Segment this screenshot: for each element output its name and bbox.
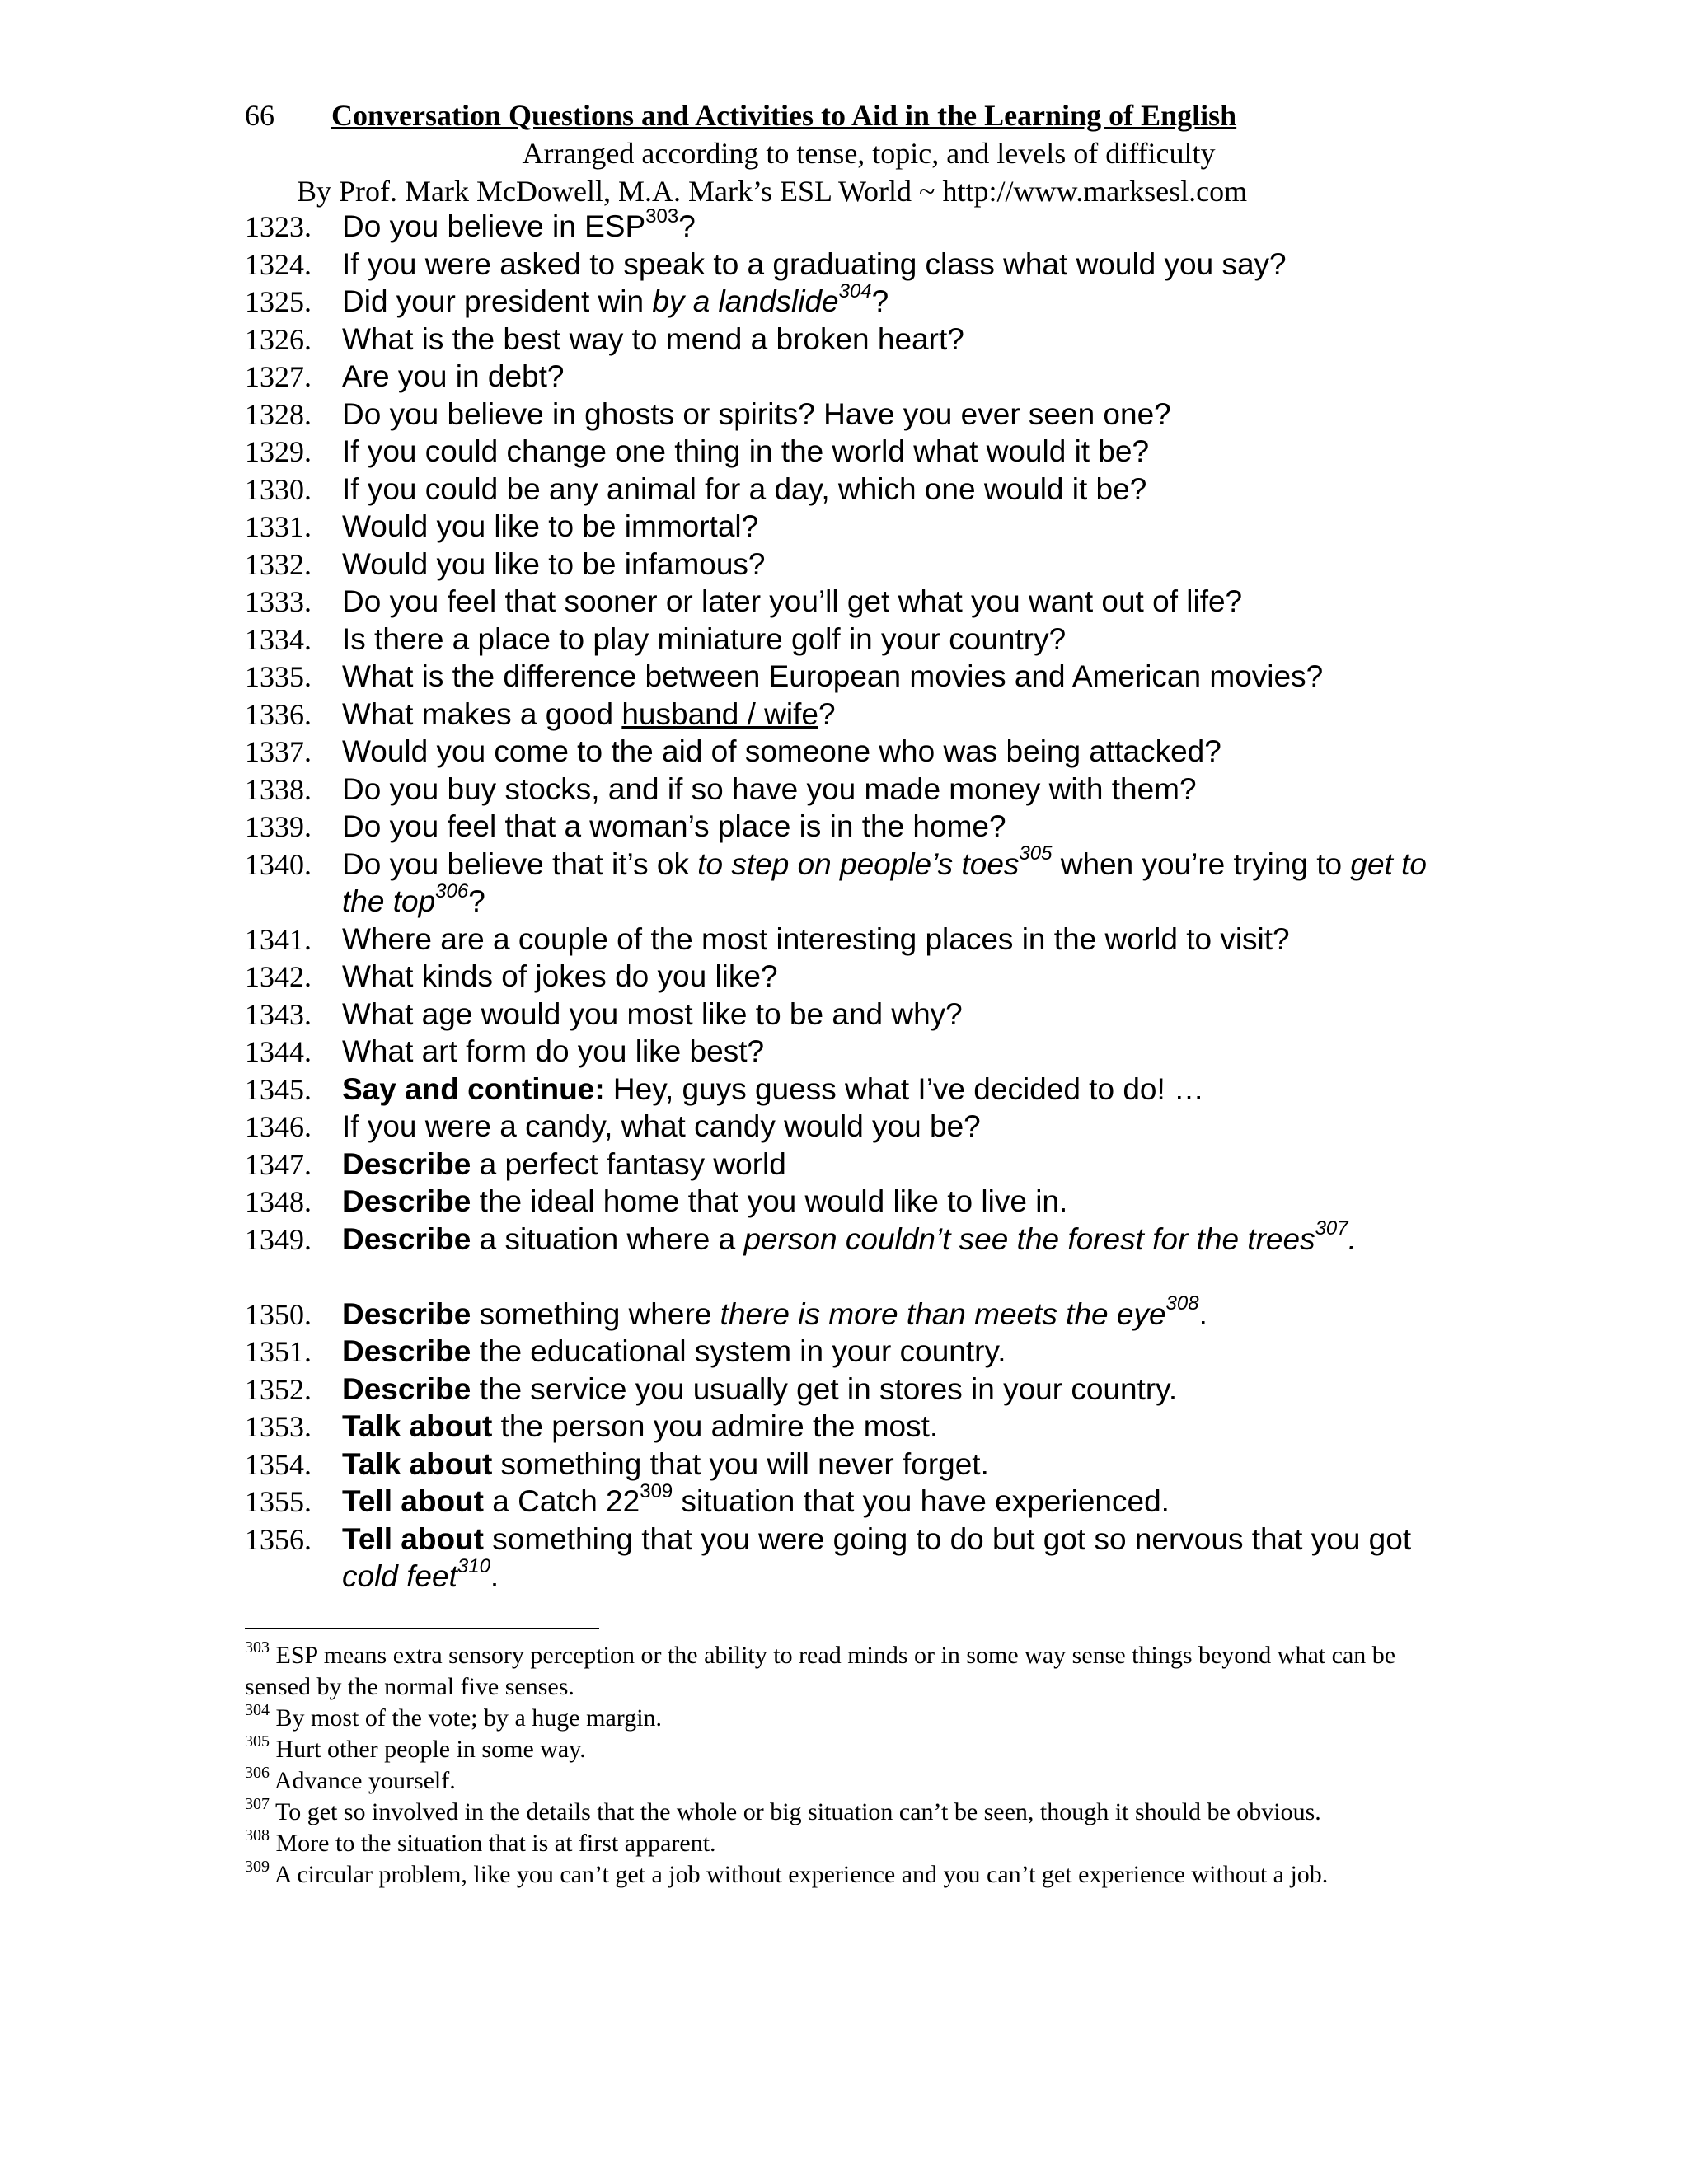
- footnote: [245, 1765, 1415, 1797]
- question-text-run: Do you feel that sooner or later you’ll get what you want out of life?: [342, 584, 1243, 618]
- question-number: 1336.: [245, 697, 312, 731]
- question-text-run: something that you will never forget.: [492, 1446, 989, 1481]
- footnote-number: 305: [245, 1732, 270, 1750]
- question-text-run: If you were a candy, what candy would you be?: [342, 1109, 981, 1143]
- question-text: [342, 621, 1438, 658]
- footnote-ref: 310: [457, 1554, 490, 1577]
- question-text: [342, 696, 1438, 733]
- question-text-run: Did your president win: [342, 284, 653, 318]
- question-text: [342, 733, 1438, 771]
- footnote-number: 306: [245, 1764, 270, 1782]
- question-text-run: something that you were going to do but got so nervous that you got: [483, 1521, 1412, 1556]
- question-text-run: the ideal home that you would like to live in.: [471, 1184, 1068, 1218]
- question-text: [342, 433, 1438, 471]
- question-number: 1355.: [245, 1485, 312, 1518]
- question-number: 1325.: [245, 285, 312, 318]
- question-text: [342, 1408, 1438, 1446]
- question-text-run: ?: [818, 696, 836, 731]
- footnote-text: To get so involved in the details that the whole or big situation can’t be seen, though it should be obvious.: [270, 1798, 1321, 1825]
- prompt-bold: Talk about: [342, 1409, 493, 1443]
- question-text-run: Hey, guys guess what I’ve decided to do! …: [604, 1071, 1205, 1106]
- footnote-ref: 309: [640, 1479, 673, 1502]
- question-text-run: ?: [468, 884, 485, 918]
- question-text-run: What art form do you like best?: [342, 1034, 765, 1068]
- question-number: 1335.: [245, 660, 312, 693]
- question-text-run: .: [1198, 1296, 1207, 1331]
- question-text: [342, 771, 1438, 808]
- footnote-ref: 306: [435, 879, 469, 902]
- prompt-bold: Describe: [342, 1146, 471, 1181]
- question-text-run: If you could change one thing in the world what would it be?: [342, 434, 1150, 468]
- question-text: [342, 321, 1438, 359]
- footnote-number: 308: [245, 1826, 270, 1844]
- question-text: [342, 1292, 1438, 1333]
- question-text-run: ?: [678, 209, 696, 243]
- footnote-text: Hurt other people in some way.: [270, 1736, 586, 1763]
- question-number: 1352.: [245, 1372, 312, 1406]
- idiom-italic: cold feet: [342, 1559, 457, 1593]
- question-text-run: If you were asked to speak to a graduating class what would you say?: [342, 246, 1287, 281]
- question-number: 1343.: [245, 997, 312, 1031]
- question-text: [342, 1183, 1438, 1221]
- footnote-divider: [245, 1628, 599, 1629]
- question-text-run: Is there a place to play miniature golf in your country?: [342, 621, 1067, 656]
- document-title: Conversation Questions and Activities to Aid in the Learning of English: [331, 99, 1237, 132]
- underlined-text: husband / wife: [621, 696, 818, 731]
- question-number: 1326.: [245, 322, 312, 356]
- question-text-run: What kinds of jokes do you like?: [342, 959, 778, 993]
- footnote: [245, 1703, 1415, 1734]
- question-number: 1346.: [245, 1110, 312, 1143]
- question-text-run: If you could be any animal for a day, which one would it be?: [342, 471, 1147, 506]
- question-text-run: What is the difference between European movies and American movies?: [342, 659, 1324, 693]
- question-text-run: the service you usually get in stores in your country.: [471, 1371, 1178, 1406]
- question-text: [342, 358, 1438, 396]
- question-number: 1327.: [245, 360, 312, 393]
- footnote-ref: 305: [1019, 842, 1053, 865]
- footnote: [245, 1828, 1415, 1859]
- footnote-list: [245, 1640, 1415, 1891]
- question-text: [342, 1071, 1438, 1108]
- question-text: [342, 658, 1438, 696]
- question-text: [342, 1217, 1438, 1258]
- question-text-run: Do you believe in ESP: [342, 209, 646, 243]
- question-text: [342, 204, 1438, 246]
- question-number: 1353.: [245, 1410, 312, 1443]
- footnote: [245, 1640, 1415, 1703]
- question-text-run: a situation where a: [471, 1221, 744, 1256]
- question-number: 1330.: [245, 472, 312, 506]
- question-text-run: when you’re trying to: [1052, 846, 1351, 881]
- question-number: 1342.: [245, 960, 312, 993]
- question-text-run: ?: [871, 284, 889, 318]
- idiom-italic: there is more than meets the eye: [720, 1296, 1166, 1331]
- question-number: 1333.: [245, 585, 312, 618]
- question-text: [342, 1146, 1438, 1183]
- question-number: 1323.: [245, 210, 312, 243]
- question-text: [342, 842, 1438, 921]
- footnote-text: ESP means extra sensory perception or the ability to read minds or in some way sense things beyond what can be sensed by the normal five senses.: [245, 1642, 1396, 1700]
- question-text-run: Would you like to be immortal?: [342, 509, 759, 543]
- question-text: [342, 996, 1438, 1033]
- footnote-ref: 304: [838, 279, 872, 302]
- question-text: [342, 471, 1438, 509]
- idiom-italic: by a landslide: [652, 284, 839, 318]
- question-text-run: the person you admire the most.: [492, 1409, 939, 1443]
- footnote-text: A circular problem, like you can’t get a job without experience and you can’t get experience without a job.: [270, 1861, 1329, 1888]
- question-text-run: What is the best way to mend a broken heart?: [342, 321, 964, 356]
- prompt-bold: Tell about: [342, 1521, 484, 1556]
- page-number: 66: [245, 99, 274, 132]
- question-text: [342, 1033, 1438, 1071]
- question-text: [342, 1371, 1438, 1408]
- question-text-run: situation that you have experienced.: [673, 1484, 1170, 1518]
- question-number: 1331.: [245, 510, 312, 543]
- question-number: 1349.: [245, 1222, 312, 1256]
- question-text: [342, 246, 1438, 284]
- question-text: [342, 508, 1438, 546]
- question-text-run: Would you come to the aid of someone who was being attacked?: [342, 734, 1221, 768]
- prompt-bold: Tell about: [342, 1484, 484, 1518]
- question-number: 1351.: [245, 1335, 312, 1368]
- question-number: 1332.: [245, 547, 312, 581]
- prompt-bold: Describe: [342, 1371, 471, 1406]
- idiom-italic: get to the top: [342, 846, 1427, 918]
- footnote-text: By most of the vote; by a huge margin.: [270, 1704, 663, 1732]
- question-number: 1350.: [245, 1297, 312, 1331]
- question-text-run: a Catch 22: [483, 1484, 640, 1518]
- question-text: [342, 583, 1438, 621]
- prompt-bold: Talk about: [342, 1446, 493, 1481]
- question-text: [342, 1108, 1438, 1146]
- question-text: [342, 921, 1438, 958]
- question-number: 1339.: [245, 810, 312, 843]
- question-number: 1347.: [245, 1147, 312, 1181]
- question-text: [342, 808, 1438, 846]
- idiom-italic: .: [1348, 1221, 1357, 1256]
- prompt-bold: Describe: [342, 1221, 471, 1256]
- question-text-run: What makes a good: [342, 696, 622, 731]
- footnote-number: 307: [245, 1795, 270, 1813]
- footnote: [245, 1859, 1415, 1891]
- question-text-run: Are you in debt?: [342, 359, 565, 393]
- footnote: [245, 1797, 1415, 1828]
- footnote-number: 304: [245, 1701, 270, 1719]
- question-number: 1356.: [245, 1522, 312, 1556]
- prompt-bold: Describe: [342, 1334, 471, 1368]
- question-text: [342, 396, 1438, 434]
- idiom-italic: to step on people’s toes: [697, 846, 1020, 881]
- question-text: [342, 1521, 1438, 1596]
- question-text-run: Do you believe in ghosts or spirits? Have you ever seen one?: [342, 396, 1171, 431]
- question-text-run: Do you buy stocks, and if so have you made money with them?: [342, 771, 1197, 806]
- question-number: 1328.: [245, 397, 312, 431]
- document-subtitle: Arranged according to tense, topic, and levels of difficulty: [522, 137, 1216, 170]
- idiom-italic: person couldn’t see the forest for the trees: [743, 1221, 1315, 1256]
- question-text: [342, 958, 1438, 996]
- question-text-run: the educational system in your country.: [471, 1334, 1006, 1368]
- question-number: 1345.: [245, 1072, 312, 1106]
- question-text-run: a perfect fantasy world: [471, 1146, 786, 1181]
- question-number: 1337.: [245, 735, 312, 768]
- prompt-bold: Say and continue:: [342, 1071, 605, 1106]
- question-text-run: What age would you most like to be and why?: [342, 996, 963, 1031]
- question-number: 1324.: [245, 247, 312, 281]
- question-number: 1354.: [245, 1447, 312, 1481]
- footnote-text: Advance yourself.: [270, 1767, 456, 1794]
- question-text-run: something where: [471, 1296, 720, 1331]
- question-number: 1348.: [245, 1185, 312, 1218]
- prompt-bold: Describe: [342, 1184, 471, 1218]
- question-text: [342, 1333, 1438, 1371]
- document-byline: By Prof. Mark McDowell, M.A. Mark’s ESL World ~ http://www.marksesl.com: [297, 175, 1248, 208]
- footnote-ref: 308: [1165, 1292, 1199, 1315]
- question-text-run: Do you feel that a woman’s place is in the home?: [342, 809, 1006, 843]
- footnote-number: 309: [245, 1858, 270, 1876]
- question-text: [342, 1446, 1438, 1483]
- question-number: 1329.: [245, 435, 312, 468]
- question-number: 1344.: [245, 1035, 312, 1068]
- question-text: [342, 546, 1438, 583]
- footnote: [245, 1734, 1415, 1765]
- footnote-number: 303: [245, 1638, 270, 1657]
- question-number: 1338.: [245, 772, 312, 806]
- footnote-ref: 307: [1315, 1217, 1348, 1240]
- question-text-run: Do you believe that it’s ok: [342, 846, 698, 881]
- question-text-run: .: [490, 1559, 499, 1593]
- question-text: [342, 1479, 1438, 1521]
- question-text-run: Would you like to be infamous?: [342, 546, 766, 581]
- question-text-run: Where are a couple of the most interesting places in the world to visit?: [342, 921, 1290, 956]
- footnote-ref: 303: [645, 204, 679, 227]
- question-number: 1334.: [245, 622, 312, 656]
- question-number: 1340.: [245, 847, 312, 881]
- question-number: 1341.: [245, 922, 312, 956]
- footnote-text: More to the situation that is at first apparent.: [270, 1830, 716, 1857]
- question-text: [342, 279, 1438, 321]
- prompt-bold: Describe: [342, 1296, 471, 1331]
